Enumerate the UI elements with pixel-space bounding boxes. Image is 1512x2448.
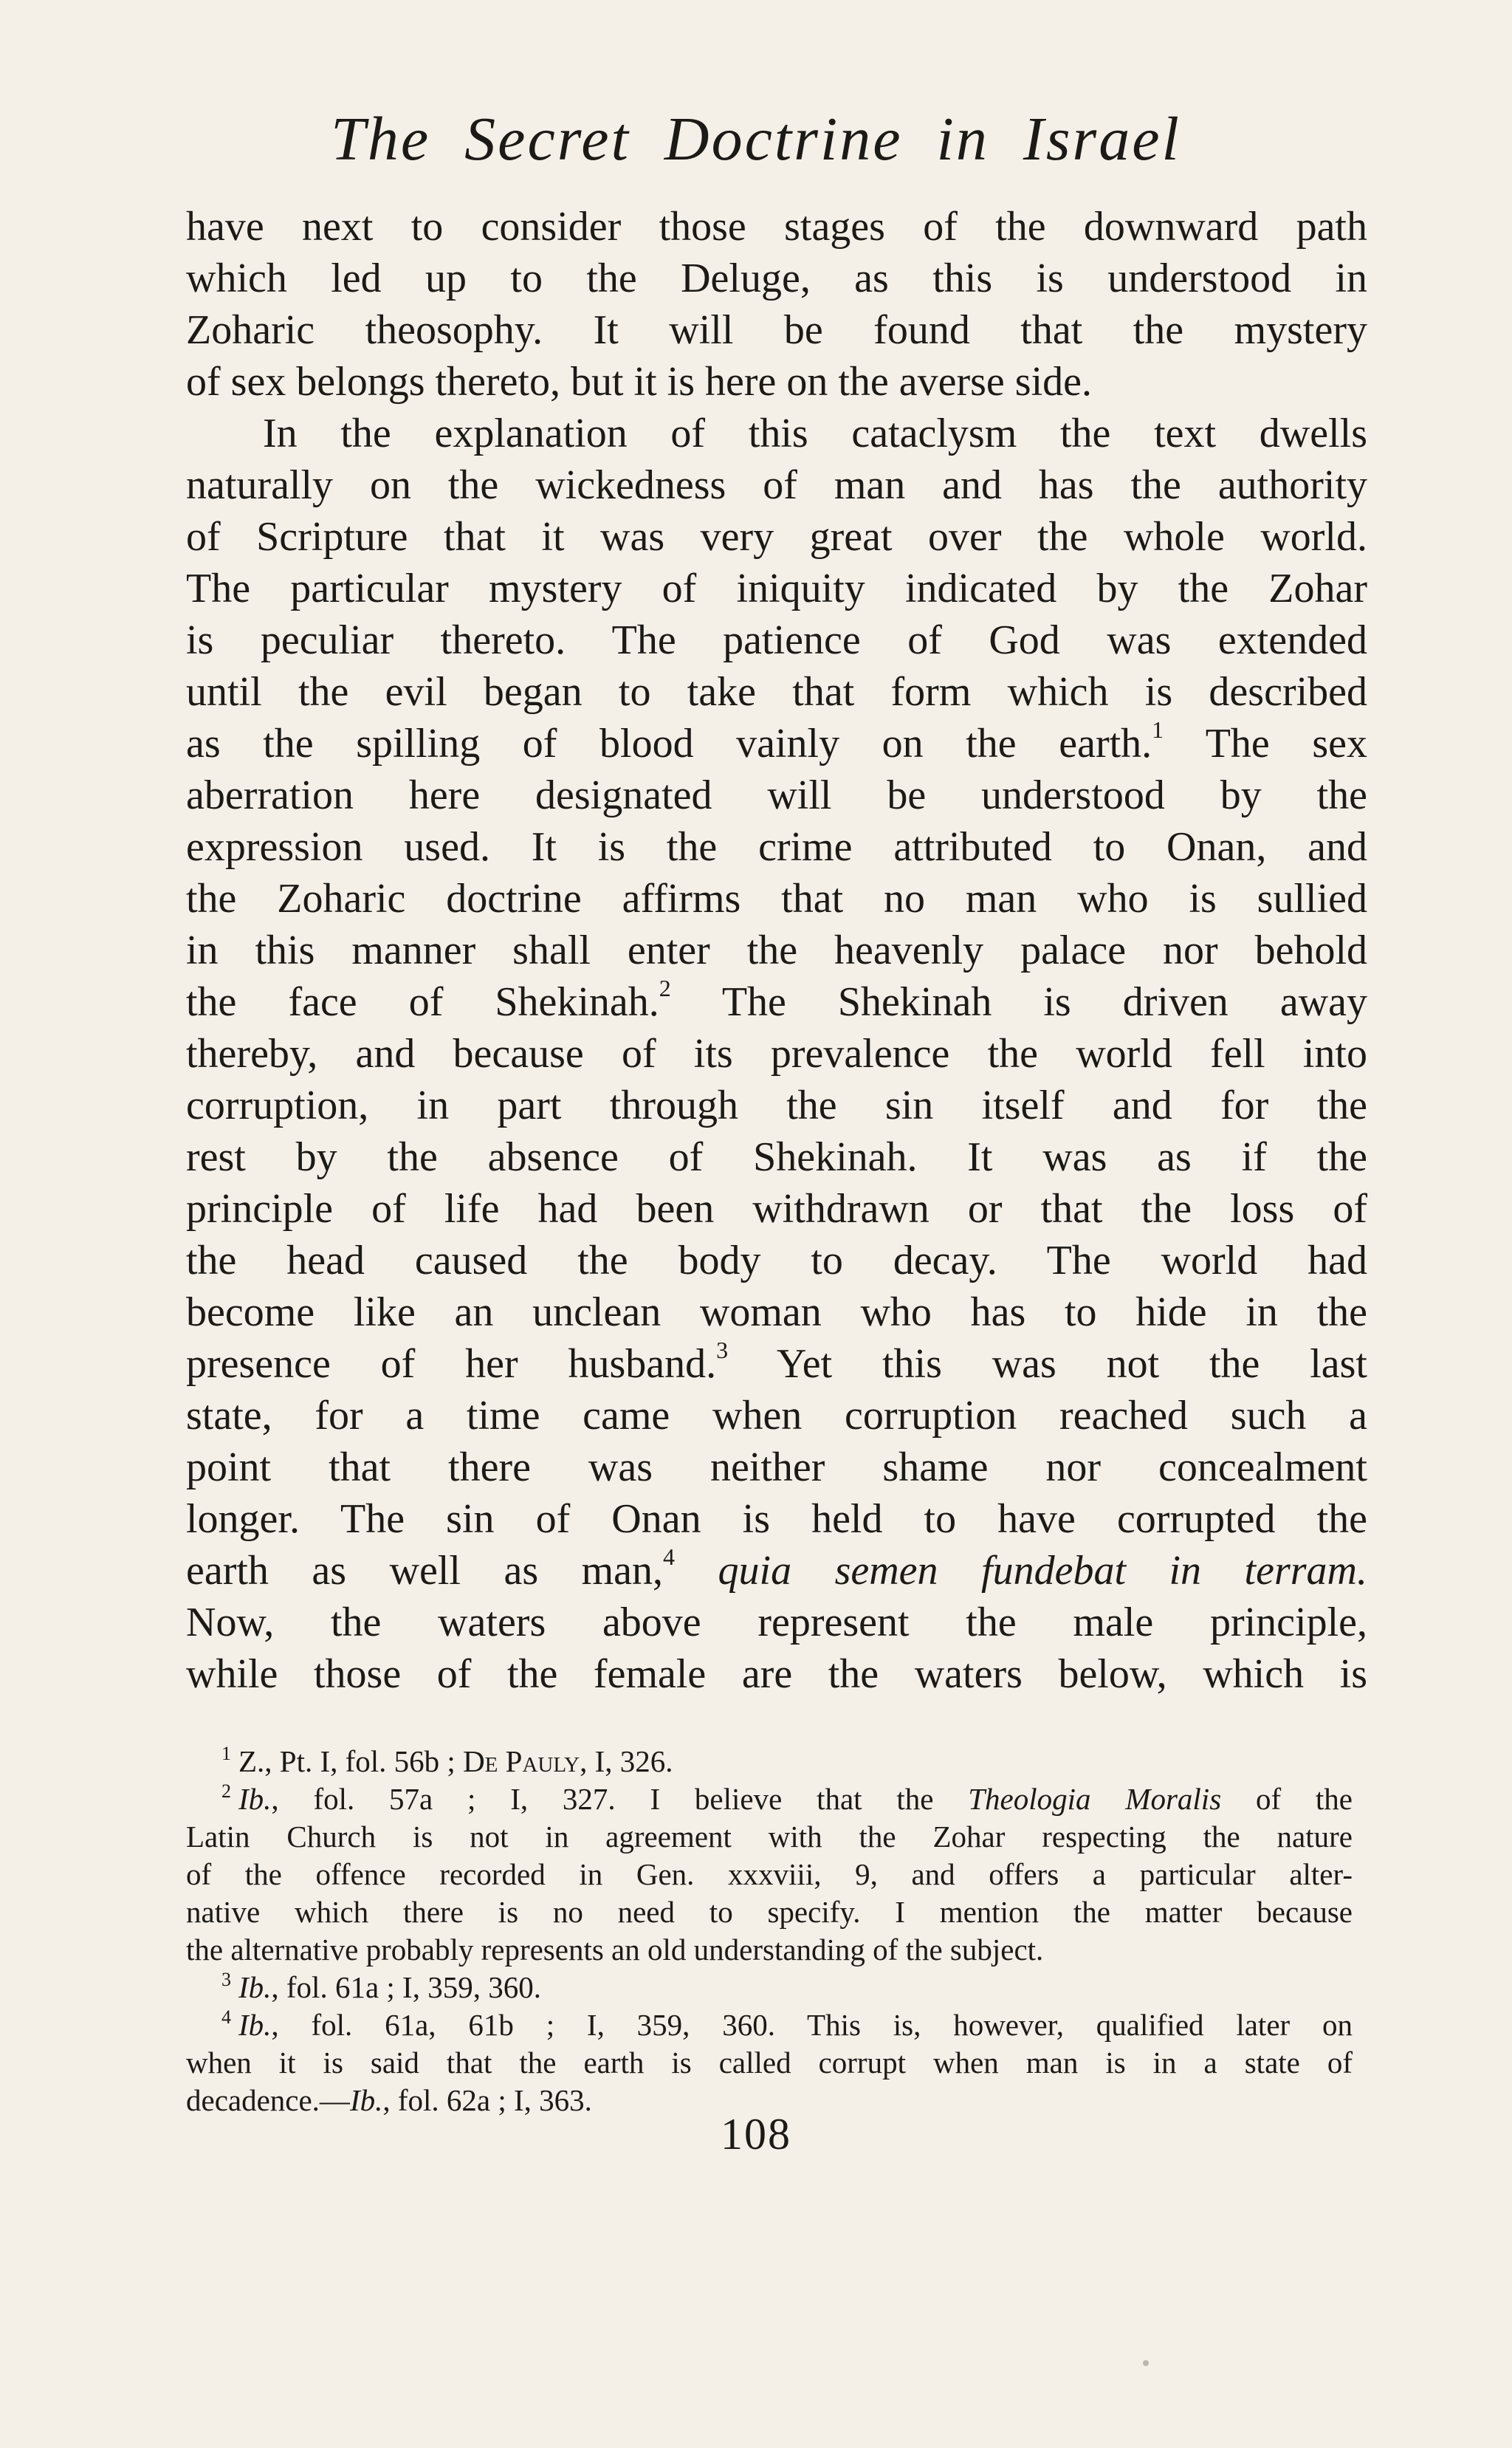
text-line: naturally on the wickedness of man and has the authority (186, 462, 1367, 508)
text-line (186, 1338, 1367, 1390)
footnote-text: , fol. 61a ; I, 359, 360. (271, 1970, 541, 2004)
footnote-text: of the (1221, 1782, 1353, 1816)
text-line: thereby, and because of its prevalence the world fell into (186, 1031, 1367, 1077)
footnote-number: 1 (221, 1743, 231, 1764)
ibid-abbrev: Ib. (349, 2083, 383, 2117)
text-line (186, 718, 1367, 769)
footnote-marker: 1 (1152, 716, 1164, 743)
text-segment: presence of her husband. (186, 1341, 717, 1387)
footnote-text: , fol. 61a, 61b ; I, 359, 360. This is, however, qualified later on (271, 2008, 1353, 2042)
ibid-abbrev: Ib. (238, 2008, 272, 2042)
text-line: principle of life had been withdrawn or that the loss of (186, 1186, 1367, 1232)
text-segment: as the spilling of blood vainly on the earth. (186, 721, 1152, 767)
text-line: aberration here designated will be understood by the (186, 772, 1367, 818)
text-line: of sex belongs thereto, but it is here on the averse side. (186, 359, 1092, 405)
author-name: De Pauly (463, 1744, 580, 1778)
text-line: rest by the absence of Shekinah. It was as if the (186, 1134, 1367, 1180)
running-head: The Secret Doctrine in Israel (331, 105, 1181, 174)
text-segment: earth as well as man, (186, 1548, 664, 1594)
text-line: become like an unclean woman who has to hide in the (186, 1289, 1367, 1335)
text-line (186, 976, 1367, 1028)
text-segment: the face of Shekinah. (186, 979, 659, 1025)
text-line: while those of the female are the waters below, which is (186, 1651, 1367, 1697)
footnote-text: , fol. 62a ; I, 363. (382, 2083, 592, 2117)
text-line: until the evil began to take that form which is described (186, 669, 1367, 715)
text-line: corruption, in part through the sin itself and for the (186, 1083, 1367, 1128)
text-line: state, for a time came when corruption reached such a (186, 1393, 1367, 1439)
footnote-line: the alternative probably represents an old understanding of the subject. (186, 1933, 1044, 1967)
footnote-text: decadence.— (186, 2083, 350, 2117)
latin-phrase: quia semen fundebat in terram. (718, 1548, 1367, 1594)
text-line: point that there was neither shame nor concealment (186, 1444, 1367, 1490)
footnote-1 (186, 1743, 1353, 1780)
text-line: of Scripture that it was very great over the whole world. (186, 514, 1367, 560)
footnote-marker: 4 (663, 1543, 676, 1570)
text-line (186, 1545, 1367, 1597)
text-line: the head caused the body to decay. The world had (186, 1238, 1367, 1283)
text-line: the Zoharic doctrine affirms that no man who is sullied (186, 876, 1367, 922)
footnote-line: when it is said that the earth is called corrupt when man is in a state of (186, 2046, 1353, 2080)
text-line: Now, the waters above represent the male principle, (186, 1600, 1367, 1645)
text-segment: The Shekinah is driven away (670, 979, 1367, 1025)
footnote-text: Z., Pt. I, fol. 56b ; (238, 1744, 464, 1778)
footnote-marker: 2 (659, 975, 671, 1001)
footnote-number: 3 (221, 1969, 231, 1990)
ibid-abbrev: Ib. (238, 1970, 272, 2004)
text-segment: Yet this was not the last (728, 1341, 1367, 1387)
footnote-line: native which there is no need to specify. I mention the matter because (186, 1895, 1353, 1929)
page-number: 108 (721, 2110, 791, 2159)
footnote-marker: 3 (716, 1337, 729, 1363)
text-line: expression used. It is the crime attributed to Onan, and (186, 824, 1367, 870)
footnote-line: of the offence recorded in Gen. xxxviii, 9, and offers a particular alter- (186, 1857, 1353, 1891)
footnote-number: 4 (221, 2006, 231, 2028)
text-line: In the explanation of this cataclysm the text dwells (263, 411, 1367, 456)
paper-speck (1143, 2360, 1149, 2366)
ibid-abbrev: Ib. (238, 1782, 272, 1816)
footnote-number: 2 (221, 1780, 231, 1802)
footnote-text: , fol. 57a ; I, 327. I believe that the (271, 1782, 969, 1816)
body-text (186, 201, 1367, 1700)
footnote-text: , I, 326. (580, 1744, 673, 1778)
text-line: longer. The sin of Onan is held to have corrupted the (186, 1496, 1367, 1542)
text-segment: The sex (1164, 721, 1367, 767)
text-line: is peculiar thereto. The patience of God was extended (186, 617, 1367, 663)
footnote-3 (186, 1969, 1353, 2006)
book-title: Theologia Moralis (968, 1782, 1222, 1816)
footnote-line: Latin Church is not in agreement with the Zohar respecting the nature (186, 1820, 1353, 1854)
text-line: have next to consider those stages of the downward path (186, 204, 1367, 250)
text-line: in this manner shall enter the heavenly palace nor behold (186, 928, 1367, 973)
footnote-2 (186, 1780, 1353, 1818)
text-line: which led up to the Deluge, as this is understood in (186, 256, 1367, 301)
text-line: The particular mystery of iniquity indicated by the Zohar (186, 566, 1367, 611)
footnote-4 (186, 2006, 1353, 2044)
text-line: Zoharic theosophy. It will be found that the mystery (186, 307, 1367, 353)
footnotes (186, 1743, 1353, 2119)
